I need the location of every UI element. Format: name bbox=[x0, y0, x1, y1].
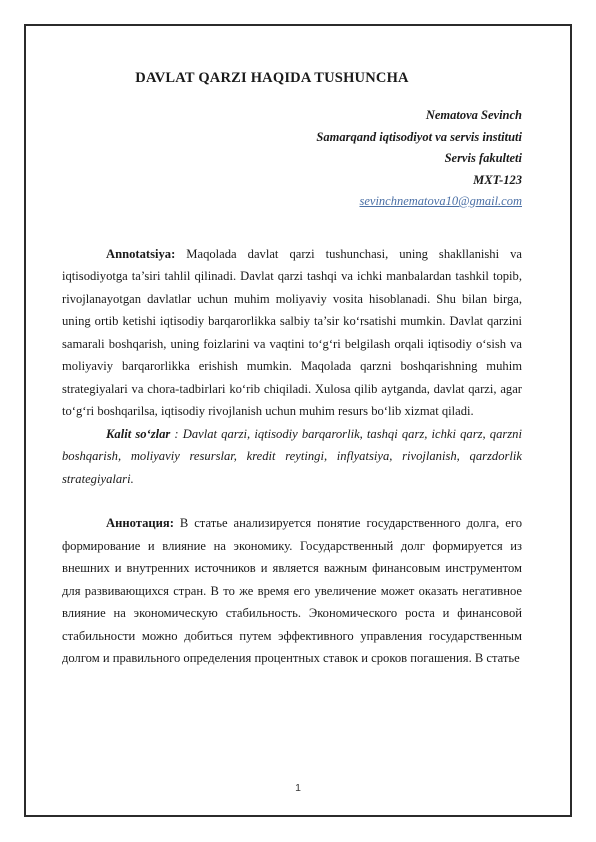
page-number: 1 bbox=[295, 782, 301, 794]
paper-title: DAVLAT QARZI HAQIDA TUSHUNCHA bbox=[135, 70, 409, 86]
author-block bbox=[62, 105, 522, 213]
keywords-uz bbox=[62, 423, 522, 491]
author-faculty: Servis fakulteti bbox=[444, 151, 522, 165]
author-group: MXT-123 bbox=[473, 172, 522, 187]
author-name: Nematova Sevinch bbox=[425, 108, 522, 122]
paper-content bbox=[62, 70, 522, 670]
author-institution: Samarqand iqtisodiyot va servis instituti bbox=[316, 129, 522, 144]
abstract-ru-label: Аннотация: bbox=[106, 516, 174, 530]
abstract-uz-text: Maqolada davlat qarzi tushunchasi, uning shakllanishi va iqtisodiyotga ta’siri tahlil qilinadi. Davlat qarzi tashqi va ichki manbalardan tashkil topib, rivojlanayotgan davlatlar uchun muhim moliyaviy vosita hisoblanadi. Shu bilan birga, uning ortib ketishi iqtisodiy barqarorlikka salbiy ta’sir ko‘rsatishi mumkin. Davlat qarzini samarali boshqarish, uning foizlarini va vaqtini to‘g‘ri belgilash orqali iqtisodiy o‘sish va moliyaviy barqarorlikka erishish mumkin. Maqolada qarzni boshqarishning muhim strategiyalari va chora-tadbirlari ko‘rib chiqiladi. Xulosa qilib aytganda, davlat qarzi, agar to‘g‘ri boshqarilsa, iqtisodiy rivojlanish uchun muhim resurs bo‘lib xizmat qiladi. bbox=[62, 246, 522, 418]
author-email-link[interactable]: sevinchnematova10@gmail.com bbox=[359, 194, 522, 208]
abstract-ru-text: В статье анализируется понятие государственного долга, его формирование и влияние на экономику. Государственный долг формируется из внешних и внутренних источников и является важным финансовым инструментом для развивающихся стран. В то же время его увеличение может оказать негативное влияние на экономическую стабильность. Экономического роста и финансовой стабильности можно добиться путем эффективного управления государственным долгом и правильного определения процентных ставок и сроков погашения. В статье bbox=[62, 516, 522, 665]
abstract-uz bbox=[62, 243, 522, 423]
abstract-uz-label: Annotatsiya: bbox=[106, 246, 176, 261]
keywords-uz-text: : Davlat qarzi, iqtisodiy barqarorlik, tashqi qarz, ichki qarz, qarzni boshqarish, moliyaviy resurslar, kredit reytingi, inflyatsiya, rivojlanish, qarzdorlik strategiyalari. bbox=[62, 426, 522, 486]
abstract-ru bbox=[62, 512, 522, 670]
keywords-uz-label: Kalit so‘zlar bbox=[106, 426, 171, 441]
